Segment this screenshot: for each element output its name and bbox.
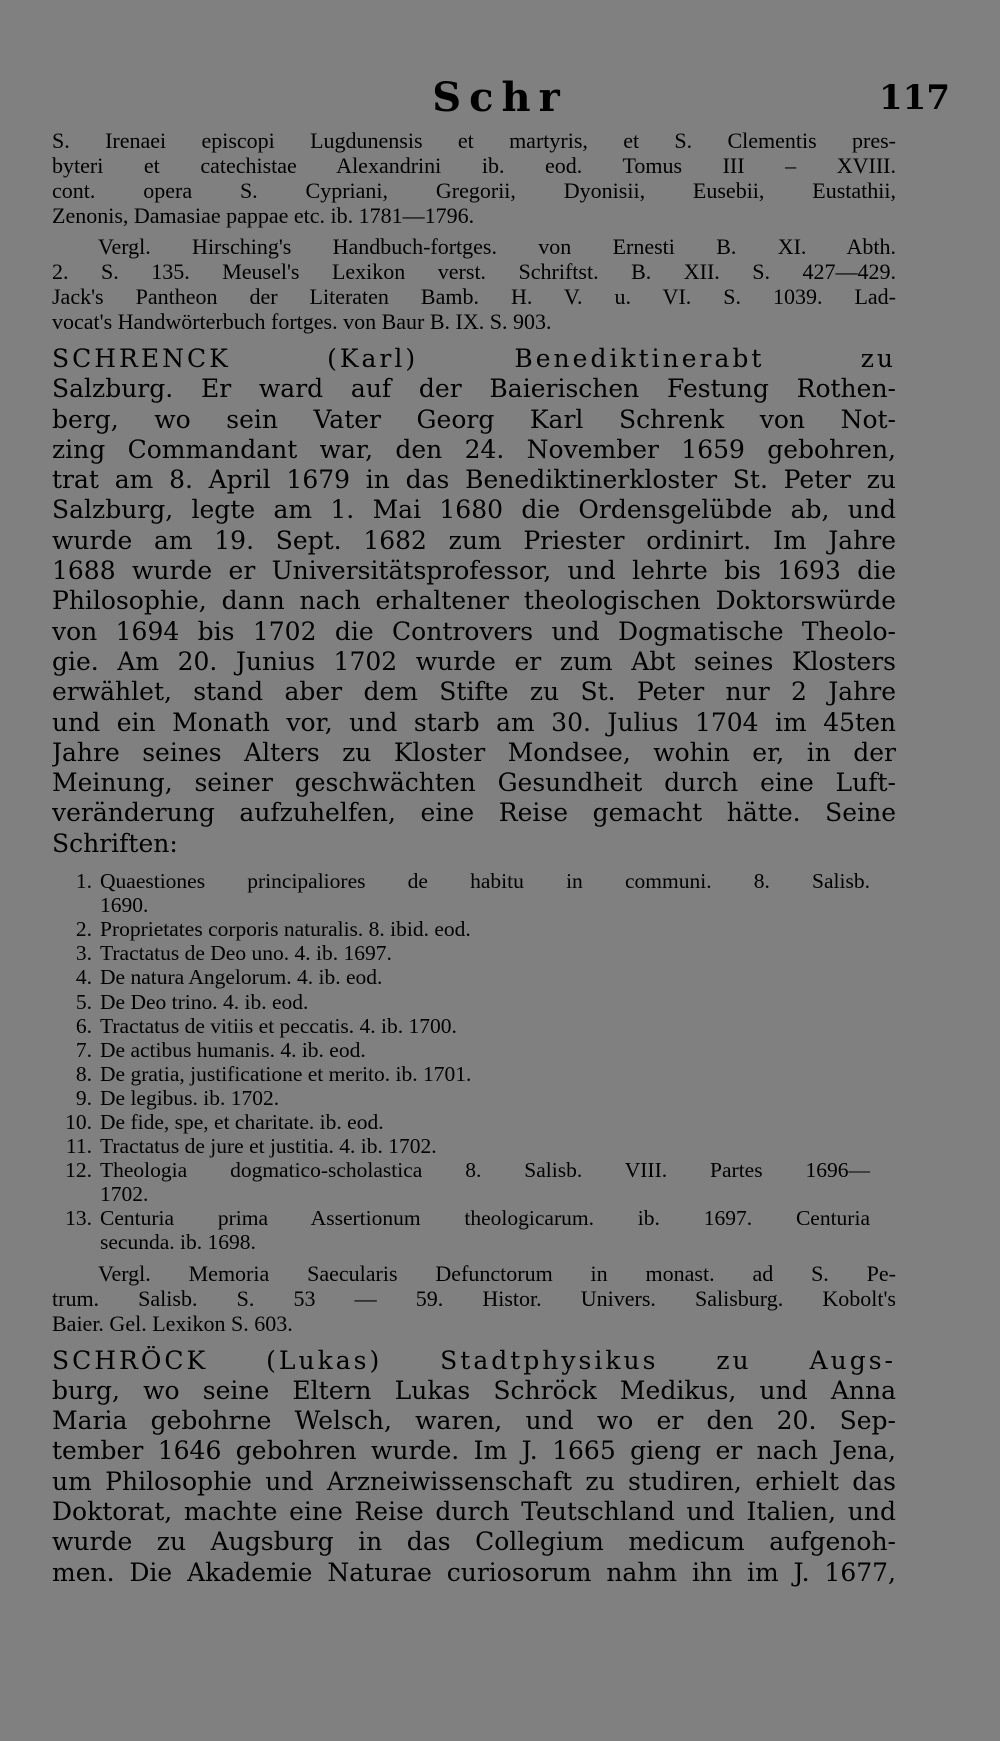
item-text: De fide, spe, et charitate. ib. eod. <box>100 1109 384 1134</box>
text-line: wurde zu Augsburg in das Collegium medicum aufgenoh- <box>52 1527 896 1557</box>
page-number: 117 <box>879 78 950 118</box>
item-number: 3. <box>75 941 92 966</box>
text-line: burg, wo seine Eltern Lukas Schröck Medikus, und Anna <box>52 1375 896 1405</box>
list-item <box>52 1110 896 1134</box>
item-text: Centuria prima Assertionum theologicarum. ib. 1697. Centuria <box>100 1206 870 1231</box>
entry-schroeck <box>52 1346 896 1588</box>
entry-heading: SCHRENCK (Karl) Benediktinerabt zu <box>52 344 896 373</box>
text-line: Maria gebohrne Welsch, waren, und wo er den 20. Sep- <box>52 1406 896 1436</box>
text-line: Meinung, seiner geschwächten Gesundheit durch eine Luft- <box>52 768 896 798</box>
item-number: 4. <box>75 965 92 990</box>
list-item-continuation: 1702. <box>100 1182 149 1207</box>
text-line: tember 1646 gebohren wurde. Im J. 1665 gieng er nach Jena, <box>52 1436 896 1466</box>
item-number: 11. <box>65 1134 92 1159</box>
item-number: 13. <box>65 1206 92 1231</box>
list-item-continuation: secunda. ib. 1698. <box>100 1230 256 1255</box>
text-line: men. Die Akademie Naturae curiosorum nahm ihn im J. 1677, <box>52 1557 896 1587</box>
running-head: Schr <box>432 74 568 121</box>
item-number: 7. <box>75 1037 92 1062</box>
item-number: 2. <box>75 917 92 942</box>
item-text: De Deo trino. 4. ib. eod. <box>100 989 309 1014</box>
item-text: Proprietates corporis naturalis. 8. ibid. eod. <box>100 917 471 942</box>
text-line: veränderung aufzuhelfen, eine Reise gemacht hätte. Seine <box>52 798 896 828</box>
text-line: wurde am 19. Sept. 1682 zum Priester ordinirt. Im Jahre <box>52 525 896 555</box>
item-number: 10. <box>65 1109 92 1134</box>
page-body <box>52 128 896 1588</box>
item-number: 6. <box>75 1013 92 1038</box>
intro-latin-block <box>52 128 896 228</box>
item-number: 12. <box>65 1158 92 1183</box>
text-line: vocat's Handwörterbuch fortges. von Baur B. IX. S. 903. <box>52 309 552 334</box>
text-line: Baier. Gel. Lexikon S. 603. <box>52 1310 293 1336</box>
list-item <box>52 1014 896 1038</box>
text-line: um Philosophie und Arzneiwissenschaft zu studiren, erhielt das <box>52 1466 896 1496</box>
list-item <box>52 1086 896 1110</box>
item-text: Tractatus de jure et justitia. 4. ib. 1702. <box>100 1134 437 1159</box>
item-number: 1. <box>75 869 92 894</box>
text-line: Jahre seines Alters zu Kloster Mondsee, wohin er, in der <box>52 737 896 767</box>
item-text: De actibus humanis. 4. ib. eod. <box>100 1037 366 1062</box>
text-line: 2. S. 135. Meusel's Lexikon verst. Schriftst. B. XII. S. 427—429. <box>52 259 896 284</box>
entry-heading: SCHRÖCK (Lukas) Stadtphysikus zu Augs- <box>52 1345 896 1375</box>
item-number: 9. <box>75 1085 92 1110</box>
list-item <box>52 1158 896 1182</box>
text-line: Schriften: <box>52 828 178 858</box>
list-item <box>52 941 896 965</box>
entry-schrenck <box>52 344 896 859</box>
list-item <box>52 1038 896 1062</box>
item-text: De natura Angelorum. 4. ib. eod. <box>100 965 383 990</box>
list-item <box>52 990 896 1014</box>
text-line: Jack's Pantheon der Literaten Bamb. H. V. u. VI. S. 1039. Lad- <box>52 284 896 309</box>
item-text: Quaestiones principaliores de habitu in communi. 8. Salisb. <box>100 869 870 894</box>
text-line: trum. Salisb. S. 53 — 59. Histor. Univers. Salisburg. Kobolt's <box>52 1285 896 1311</box>
text-line: Doktorat, machte eine Reise durch Teutschland und Italien, und <box>52 1497 896 1527</box>
text-line: von 1694 bis 1702 die Controvers und Dogmatische Theolo- <box>52 616 896 646</box>
text-line: berg, wo sein Vater Georg Karl Schrenk von Not- <box>52 404 896 434</box>
works-list <box>52 869 896 1255</box>
item-text: Tractatus de Deo uno. 4. ib. 1697. <box>100 941 392 966</box>
item-text: Theologia dogmatico-scholastica 8. Salisb. VIII. Partes 1696— <box>100 1158 870 1183</box>
text-line: Zenonis, Damasiae pappae etc. ib. 1781—1796. <box>52 203 475 228</box>
list-item <box>52 1134 896 1158</box>
text-line: erwählet, stand aber dem Stifte zu St. Peter nur 2 Jahre <box>52 677 896 707</box>
text-line: und ein Monath vor, und starb am 30. Julius 1704 im 45ten <box>52 707 896 737</box>
list-item <box>52 1062 896 1086</box>
item-text: De legibus. ib. 1702. <box>100 1085 280 1110</box>
item-number: 8. <box>75 1061 92 1086</box>
text-line: trat am 8. April 1679 in das Benediktinerkloster St. Peter zu <box>52 465 896 495</box>
text-line: Vergl. Memoria Saecularis Defunctorum in monast. ad S. Pe- <box>98 1260 896 1286</box>
text-line: cont. opera S. Cypriani, Gregorii, Dyonisii, Eusebii, Eustathii, <box>52 178 896 203</box>
text-line: S. Irenaei episcopi Lugdunensis et martyris, et S. Clementis pres- <box>52 128 896 153</box>
text-line: Vergl. Hirsching's Handbuch-fortges. von Ernesti B. XI. Abth. <box>98 234 896 259</box>
text-line: zing Commandant war, den 24. November 1659 gebohren, <box>52 434 896 464</box>
list-item <box>52 1206 896 1230</box>
item-text: Tractatus de vitiis et peccatis. 4. ib. 1700. <box>100 1013 457 1038</box>
page-header <box>50 74 950 128</box>
text-line: byteri et catechistae Alexandrini ib. eod. Tomus III – XVIII. <box>52 153 896 178</box>
reference-block-2 <box>52 1261 896 1336</box>
text-line: Salzburg, legte am 1. Mai 1680 die Ordensgelübde ab, und <box>52 495 896 525</box>
list-item <box>52 869 896 893</box>
list-item <box>52 917 896 941</box>
list-item <box>52 965 896 989</box>
text-line: Philosophie, dann nach erhaltener theologischen Doktorswürde <box>52 586 896 616</box>
text-line: Salzburg. Er ward auf der Baierischen Festung Rothen- <box>52 374 896 404</box>
text-line: gie. Am 20. Junius 1702 wurde er zum Abt seines Klosters <box>52 646 896 676</box>
text-line: 1688 wurde er Universitätsprofessor, und lehrte bis 1693 die <box>52 556 896 586</box>
reference-block-1 <box>52 234 896 334</box>
list-item-continuation: 1690. <box>100 893 149 918</box>
item-number: 5. <box>75 989 92 1014</box>
item-text: De gratia, justificatione et merito. ib. 1701. <box>100 1061 472 1086</box>
